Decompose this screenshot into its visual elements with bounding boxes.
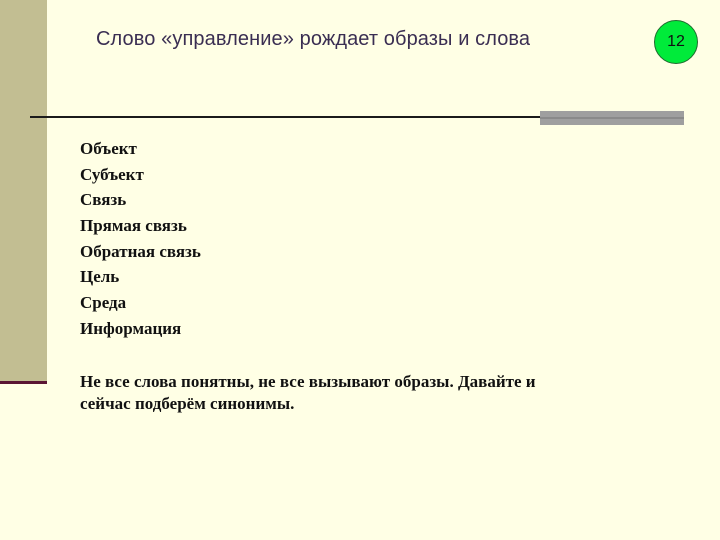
left-accent-line xyxy=(0,381,47,384)
list-item: Информация xyxy=(80,318,182,338)
page-number-badge xyxy=(654,20,698,64)
title-divider-grey-line xyxy=(540,117,684,119)
list-item: Связь xyxy=(80,190,127,210)
slide-title: Слово «управление» рождает образы и слова xyxy=(96,28,531,50)
list-item: Среда xyxy=(80,293,127,313)
list-item: Прямая связь xyxy=(80,216,187,236)
list-item: Обратная связь xyxy=(80,241,201,261)
terms-list xyxy=(80,138,201,344)
list-item: Субъект xyxy=(80,164,144,184)
note-line-2: сейчас подберём синонимы. xyxy=(80,394,295,413)
title-divider xyxy=(30,116,542,118)
left-decor-bar xyxy=(0,0,47,383)
page-number: 12 xyxy=(667,33,685,50)
note-line-1: Не все слова понятны, не все вызывают образы. Давайте и xyxy=(80,372,536,391)
list-item: Цель xyxy=(80,267,120,287)
note-paragraph xyxy=(80,371,640,415)
list-item: Объект xyxy=(80,139,137,158)
